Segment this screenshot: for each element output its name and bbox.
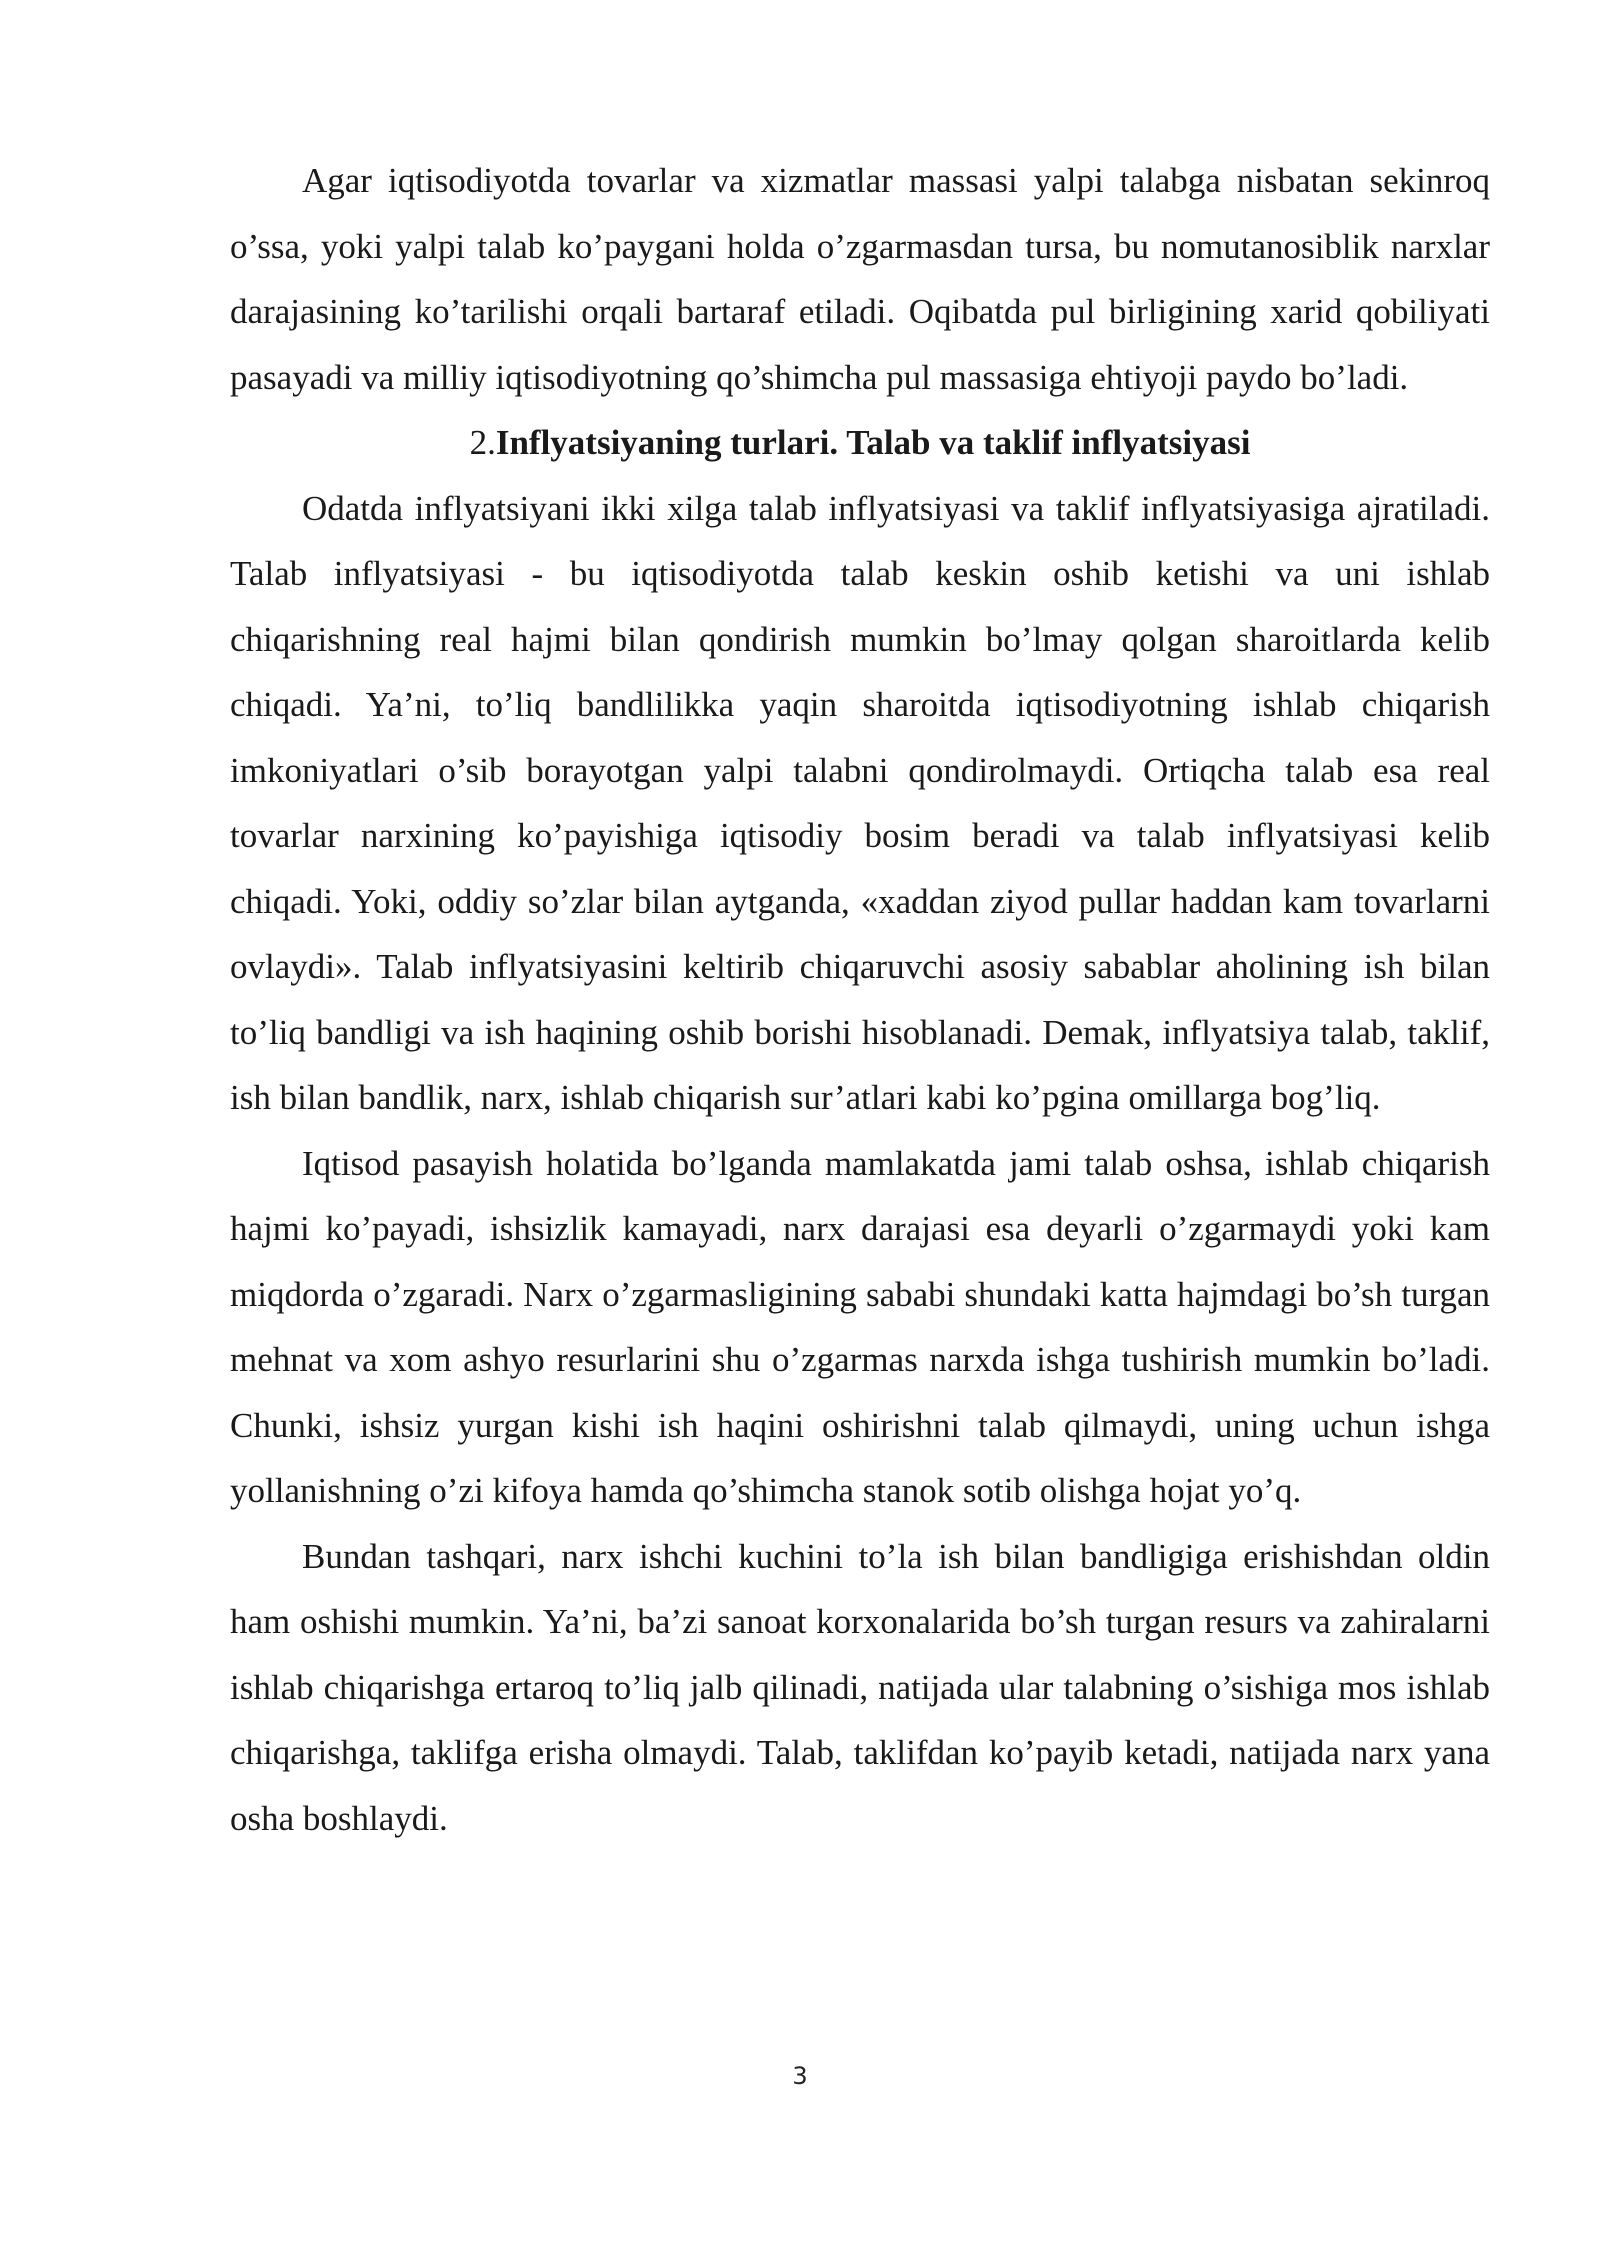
paragraph-price-growth: Bundan tashqari, narx ishchi kuchini to’la ish bilan bandligiga erishishdan oldin ham oshishi mumkin. Ya’ni, ba’zi sanoat korxonalarida bo’sh turgan resurs va zahiralarni ishlab chiqarishga ertaroq to’liq jalb qilinadi, natijada ular talabning o’sishiga mos ishlab chiqarishga, taklifga erisha olmaydi. Talab, taklifdan ko’payib ketadi, natijada narx yana osha boshlaydi. [230, 1536, 1490, 1838]
document-page [230, 148, 1490, 1851]
section-title: Inflyatsiyaning turlari. Talab va taklif inflyatsiyasi [495, 423, 1251, 462]
paragraph-recession: Iqtisod pasayish holatida bo’lganda mamlakatda jami talab oshsa, ishlab chiqarish hajmi ko’payadi, ishsizlik kamayadi, narx darajasi esa deyarli o’zgarmaydi yoki kam miqdorda o’zgaradi. Narx o’zgarmasligining sababi shundaki katta hajmdagi bo’sh turgan mehnat va xom ashyo resurlarini shu o’zgarmas narxda ishga tushirish mumkin bo’ladi. Chunki, ishsiz yurgan kishi ish haqini oshirishni talab qilmaydi, uning uchun ishga yollanishning o’zi kifoya hamda qo’shimcha stanok sotib olishga hojat yo’q. [230, 1143, 1490, 1510]
page-number: 3 [792, 2062, 808, 2090]
section-heading [230, 410, 1490, 476]
section-number: 2. [469, 423, 496, 462]
paragraph-demand-inflation: Odatda inflyatsiyani ikki xilga talab inflyatsiyasi va taklif inflyatsiyasiga ajratiladi. Talab inflyatsiyasi - bu iqtisodiyotda talab keskin oshib ketishi va uni ishlab chiqarishning real hajmi bilan qondirish mumkin bo’lmay qolgan sharoitlarda kelib chiqadi. Ya’ni, to’liq bandlilikka yaqin sharoitda iqtisodiyotning ishlab chiqarish imkoniyatlari o’sib borayotgan yalpi talabni qondirolmaydi. Ortiqcha talab esa real tovarlar narxining ko’payishiga iqtisodiy bosim beradi va talab inflyatsiyasi kelib chiqadi. Yoki, oddiy so’zlar bilan aytganda, «xaddan ziyod pullar haddan kam tovarlarni ovlaydi». Talab inflyatsiyasini keltirib chiqaruvchi asosiy sabablar aholining ish bilan to’liq bandligi va ish haqining oshib borishi hisoblanadi. Demak, inflyatsiya talab, taklif, ish bilan bandlik, narx, ishlab chiqarish sur’atlari kabi ko’pgina omillarga bog’liq. [230, 488, 1490, 1117]
paragraph-intro: Agar iqtisodiyotda tovarlar va xizmatlar massasi yalpi talabga nisbatan sekinroq o’ssa, yoki yalpi talab ko’paygani holda o’zgarmasdan tursa, bu nomutanosiblik narxlar darajasining ko’tarilishi orqali bartaraf etiladi. Oqibatda pul birligining xarid qobiliyati pasayadi va milliy iqtisodiyotning qo’shimcha pul massasiga ehtiyoji paydo bo’ladi. [230, 161, 1490, 397]
